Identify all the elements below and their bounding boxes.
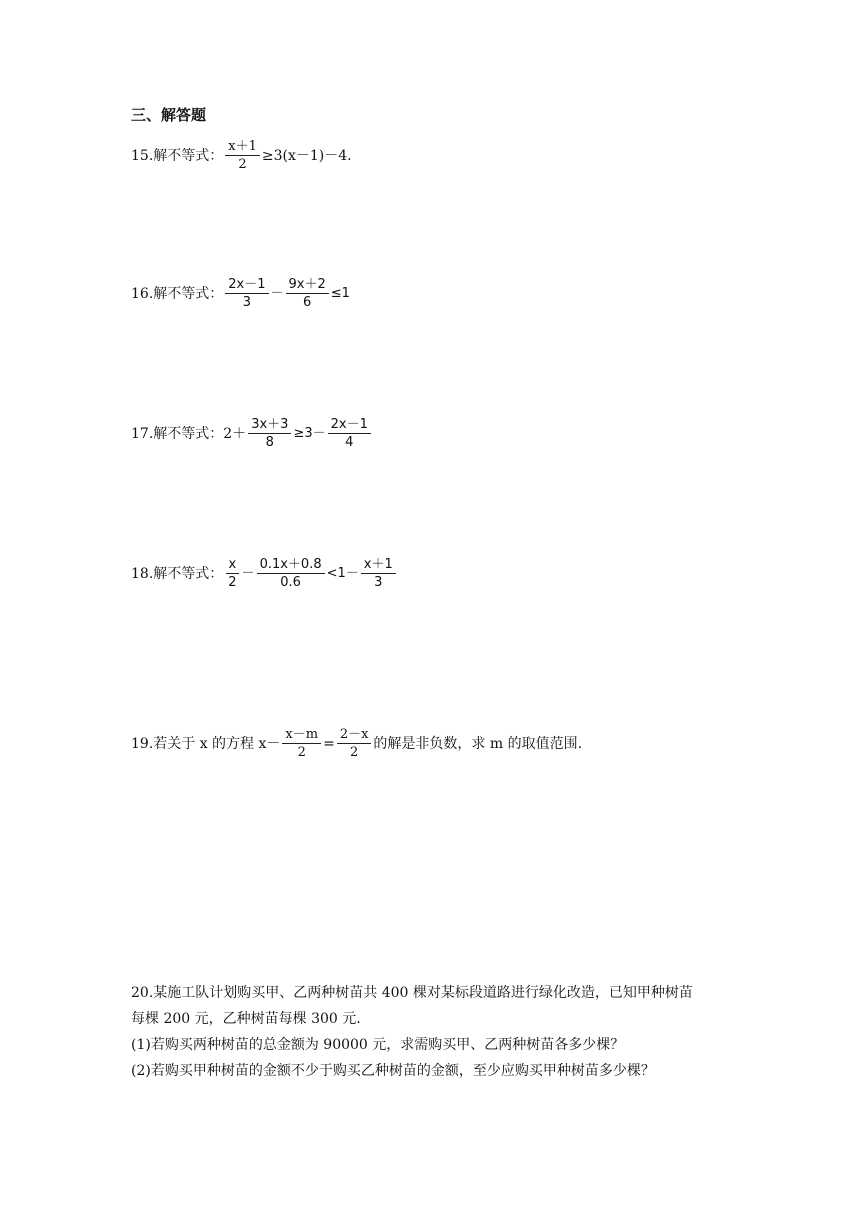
question-18-label: 18.解不等式：: [131, 565, 224, 582]
question-16-label: 16.解不等式：: [131, 285, 224, 302]
fraction-denominator: 2: [228, 575, 237, 590]
fraction-denominator: 3: [242, 295, 252, 310]
operator: －: [270, 285, 284, 301]
question-18-fraction-1: [225, 556, 239, 591]
question-19-fraction-1: [282, 726, 321, 761]
fraction-numerator: x－m: [282, 726, 321, 744]
fraction-numerator: 9x＋2: [286, 276, 329, 294]
fraction-denominator: 3: [374, 575, 383, 590]
section-title: 三、解答题: [131, 106, 207, 124]
fraction-numerator: 3x＋3: [248, 416, 291, 434]
fraction-numerator: 2x－1: [328, 416, 371, 434]
equals-sign: =: [323, 735, 335, 752]
question-18-fraction-3: [361, 556, 396, 591]
question-16-rhs: ≤1: [330, 285, 350, 301]
question-15: [131, 138, 352, 173]
question-17-fraction-2: [328, 416, 371, 451]
question-15-rhs: ≥3(x－1)－4.: [261, 147, 352, 164]
question-17: [131, 416, 373, 451]
fraction-numerator: x＋1: [225, 138, 260, 156]
fraction-numerator: x: [226, 556, 240, 574]
fraction-denominator: 0.6: [280, 575, 301, 590]
question-17-mid: ≥3－: [293, 425, 326, 441]
question-18: [131, 556, 398, 591]
question-17-lead: 2＋: [223, 425, 247, 442]
fraction-numerator: 2x－1: [225, 276, 268, 294]
question-20-part-1: (1)若购买两种树苗的总金额为 90000 元，求需购买甲、乙两种树苗各多少棵？: [131, 1037, 625, 1053]
question-20-line-1: 20.某施工队计划购买甲、乙两种树苗共 400 棵对某标段道路进行绿化改造，已知甲种树苗: [131, 985, 693, 1001]
question-18-mid: <1－: [326, 565, 359, 581]
question-20-part-2: (2)若购买甲种树苗的金额不少于购买乙种树苗的金额，至少应购买甲种树苗多少棵？: [131, 1063, 655, 1079]
fraction-denominator: 2: [297, 745, 306, 760]
question-19-fraction-2: [337, 726, 372, 761]
question-16: [131, 276, 350, 311]
operator: －: [241, 565, 255, 581]
question-17-label: 17.解不等式：: [131, 425, 224, 442]
question-17-fraction-1: [248, 416, 291, 451]
question-16-fraction-1: [225, 276, 268, 311]
fraction-denominator: 2: [349, 745, 359, 760]
fraction-denominator: 2: [238, 157, 247, 172]
fraction-numerator: x＋1: [361, 556, 396, 574]
fraction-numerator: 2－x: [337, 726, 372, 744]
question-19-label: 19.若关于 x 的方程 x－: [131, 735, 281, 752]
question-20-line-2: 每棵 200 元，乙种树苗每棵 300 元.: [131, 1011, 361, 1027]
fraction-numerator: 0.1x＋0.8: [257, 556, 325, 574]
fraction-denominator: 6: [303, 295, 312, 310]
question-15-label: 15.解不等式：: [131, 147, 224, 164]
question-15-fraction: [225, 138, 260, 173]
question-19: [131, 726, 582, 761]
fraction-denominator: 4: [345, 435, 354, 450]
question-18-fraction-2: [257, 556, 325, 591]
question-19-tail: 的解是非负数，求 m 的取值范围.: [373, 735, 583, 752]
fraction-denominator: 8: [265, 435, 274, 450]
question-20: [131, 980, 751, 1084]
question-16-fraction-2: [286, 276, 329, 311]
